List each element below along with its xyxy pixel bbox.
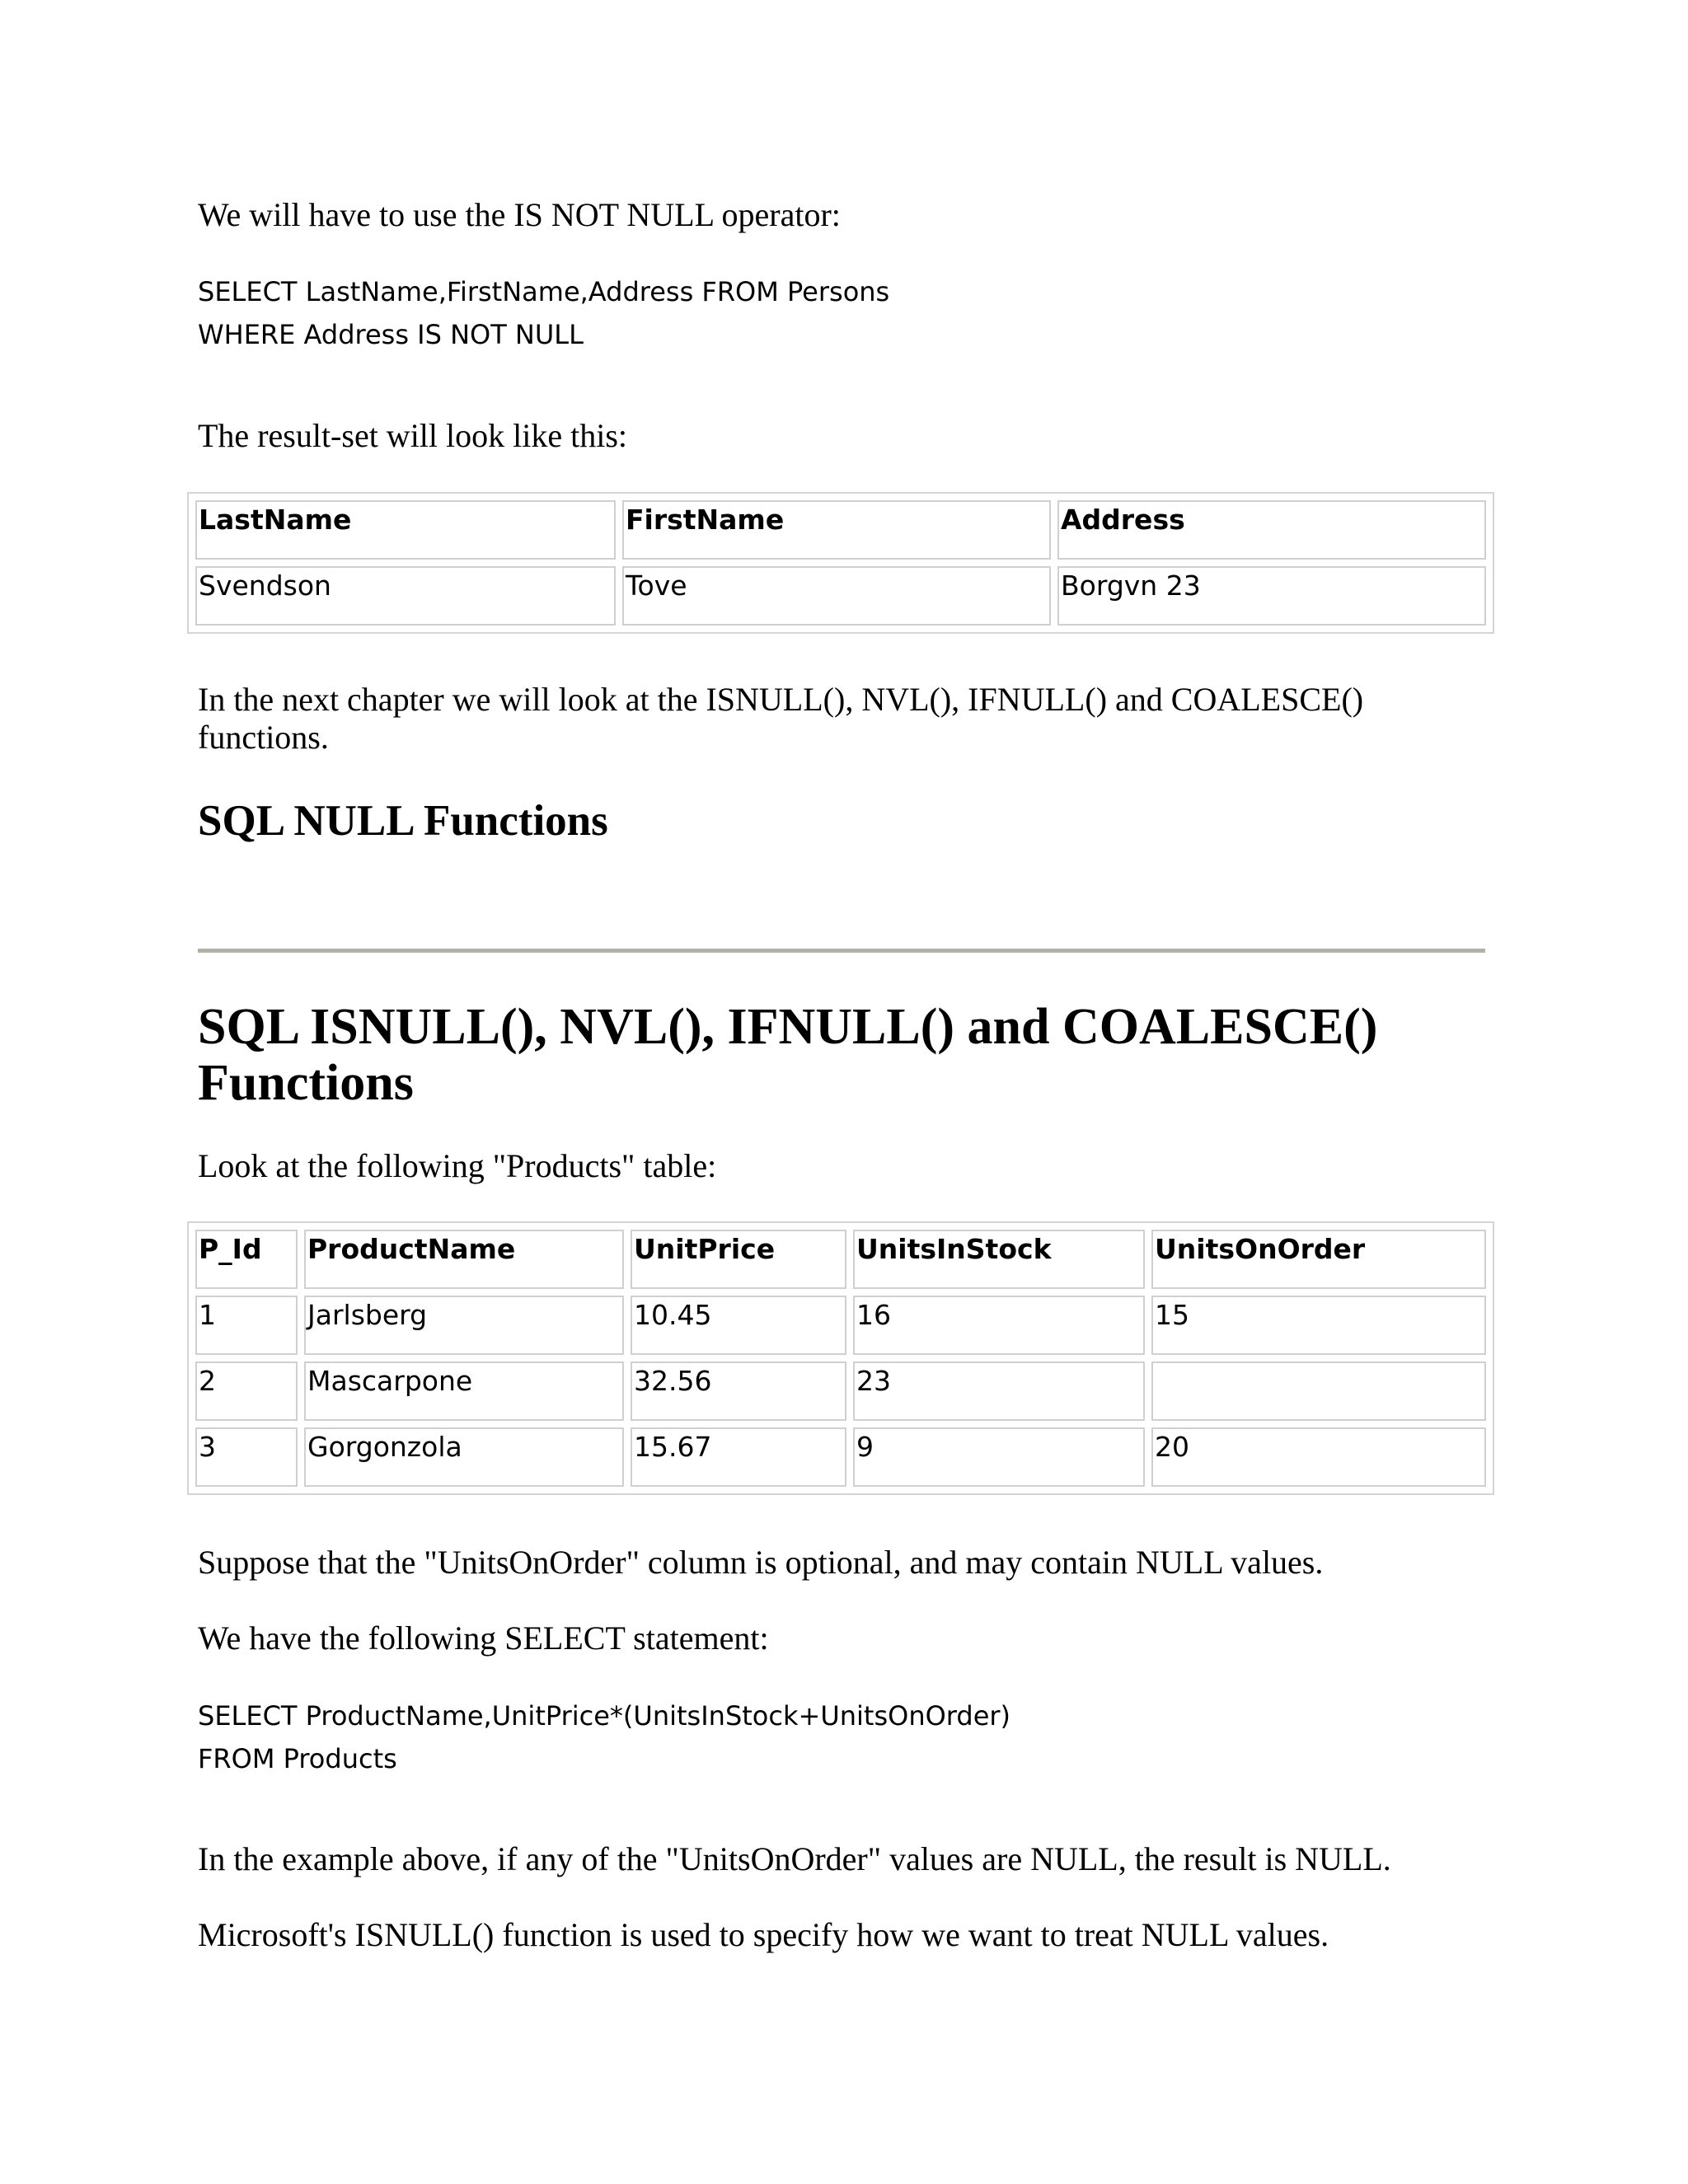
table-cell: Jarlsberg (304, 1296, 624, 1355)
isnull-paragraph: Microsoft's ISNULL() function is used to specify how we want to treat NULL values. (198, 1916, 1329, 1953)
table-header-cell: FirstName (622, 500, 1051, 560)
table-row (195, 1361, 1486, 1421)
intro-paragraph: We will have to use the IS NOT NULL operator: (198, 196, 841, 233)
next-chapter-paragraph: In the next chapter we will look at the ISNULL(), NVL(), IFNULL() and COALESCE() functions. (198, 681, 1364, 756)
table-cell: Gorgonzola (304, 1427, 624, 1487)
code-block-select (198, 1694, 1484, 1780)
table-cell: 10.45 (631, 1296, 846, 1355)
table-cell: Svendson (195, 566, 616, 626)
table-header-row (195, 500, 1486, 560)
table-cell: 15 (1151, 1296, 1486, 1355)
table-header-cell: Address (1057, 500, 1486, 560)
table-header-row (195, 1230, 1486, 1289)
persons-result-table (187, 492, 1494, 634)
table-cell: 20 (1151, 1427, 1486, 1487)
table-cell: 1 (195, 1296, 298, 1355)
table-row (195, 1296, 1486, 1355)
table-header-cell: UnitsInStock (853, 1230, 1145, 1289)
table-header-cell: UnitsOnOrder (1151, 1230, 1486, 1289)
table-cell: 32.56 (631, 1361, 846, 1421)
code-line: FROM Products (198, 1743, 397, 1774)
table-header-cell: LastName (195, 500, 616, 560)
code-block-is-not-null (198, 270, 1484, 356)
table-row (195, 1427, 1486, 1487)
page-title: SQL ISNULL(), NVL(), IFNULL() and COALESCE() Functions (198, 999, 1378, 1111)
table-cell: 23 (853, 1361, 1145, 1421)
section-heading-null-functions: SQL NULL Functions (198, 797, 608, 845)
products-intro-paragraph: Look at the following "Products" table: (198, 1147, 717, 1184)
products-table (187, 1221, 1494, 1495)
table-cell: 2 (195, 1361, 298, 1421)
table-cell: 15.67 (631, 1427, 846, 1487)
code-line: WHERE Address IS NOT NULL (198, 319, 584, 350)
table-cell: Tove (622, 566, 1051, 626)
table-cell: Mascarpone (304, 1361, 624, 1421)
code-line: SELECT LastName,FirstName,Address FROM Persons (198, 276, 890, 307)
table-cell: Borgvn 23 (1057, 566, 1486, 626)
table-cell: 16 (853, 1296, 1145, 1355)
table-cell (1151, 1361, 1486, 1421)
table-cell: 3 (195, 1427, 298, 1487)
horizontal-divider (198, 949, 1485, 953)
table-header-cell: ProductName (304, 1230, 624, 1289)
null-result-paragraph: In the example above, if any of the "UnitsOnOrder" values are NULL, the result is NULL. (198, 1840, 1391, 1877)
select-statement-paragraph: We have the following SELECT statement: (198, 1619, 769, 1657)
result-set-paragraph: The result-set will look like this: (198, 417, 628, 454)
optional-column-paragraph: Suppose that the "UnitsOnOrder" column is optional, and may contain NULL values. (198, 1544, 1324, 1581)
table-cell: 9 (853, 1427, 1145, 1487)
code-line: SELECT ProductName,UnitPrice*(UnitsInStock+UnitsOnOrder) (198, 1700, 1011, 1732)
table-row (195, 566, 1486, 626)
table-header-cell: UnitPrice (631, 1230, 846, 1289)
table-header-cell: P_Id (195, 1230, 298, 1289)
